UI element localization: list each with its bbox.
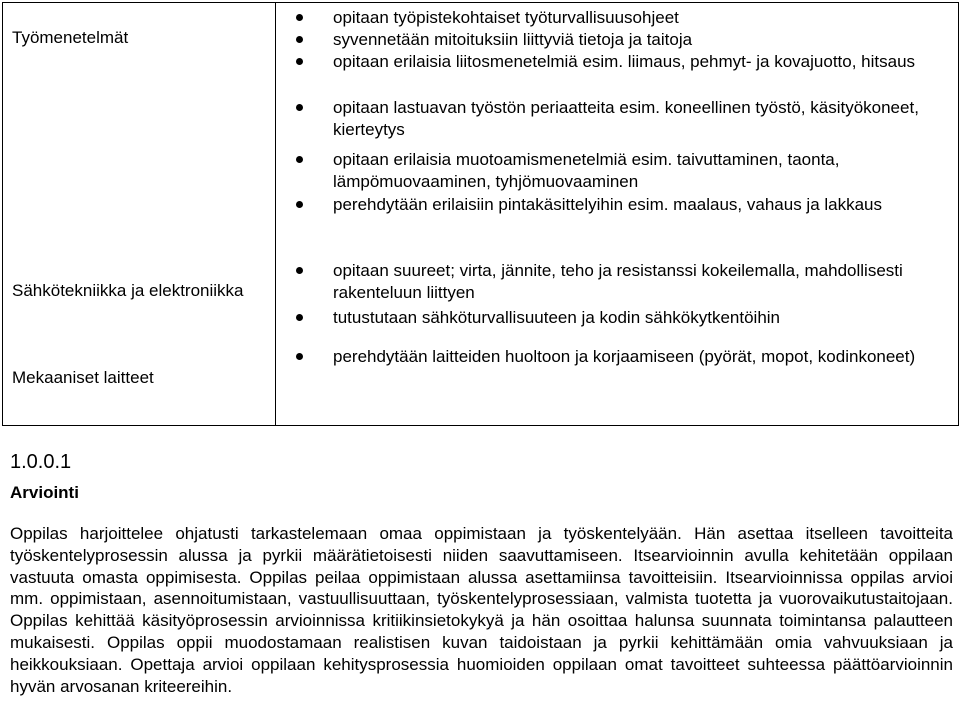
assessment-paragraph: Oppilas harjoittelee ohjatusti tarkastelemaan omaa oppimistaan ja työskentelyään. Hän asettaa itselleen tavoitteita työskentelyprosessin alussa ja pyrkii määrätietoisesti niiden saavuttamiseen. Itsearvioinnin avulla kehitetään oppilaan vastuuta omasta oppimisesta. Oppilas peilaa oppimistaan alussa asettamiinsa tavoitteisiin. Itsearvioinnissa oppilas arvioi mm. oppimistaan, asennoitumistaan, vastuullisuuttaan, työskentelyprosessiaan, valmista tuotetta ja vuorovaikutustaitojaan. Oppilas kehittää käsityöprosessin arvioinnissa kritiikinsietokykyä ja hän osoittaa halunsa suunnata toimintansa palautteen mukaisesti. Oppilas oppii muodostamaan realistisen kuvan taidoistaan ja pyrkii kehittämään omia vahvuuksiaan ja heikkouksiaan. Opettaja arvioi oppilaan kehitysprosessia huomioiden oppilaan omat tavoitteet suhteessa päättöarvioinnin hyvän arvosanan kriteereihin. <box>10 524 953 696</box>
subject-label-mekaaniset: Mekaaniset laitteet <box>12 368 154 387</box>
list-item-text: opitaan lastuavan työstön periaatteita esim. koneellinen työstö, käsityökoneet, kierteytys <box>333 98 919 139</box>
bullet-icon <box>296 201 303 208</box>
bullet-icon <box>296 36 303 43</box>
subject-column <box>3 3 276 426</box>
list-item-text: opitaan erilaisia muotoamismenetelmiä esim. taivuttaminen, taonta, lämpömuovaaminen, tyhjömuovaaminen <box>333 150 840 191</box>
list-item-text: opitaan työpistekohtaiset työturvallisuusohjeet <box>333 8 679 27</box>
list-item-text: perehdytään erilaisiin pintakäsittelyihin esim. maalaus, vahaus ja lakkaus <box>333 195 883 214</box>
bullet-icon <box>296 104 303 111</box>
bullet-icon <box>296 353 303 360</box>
bullet-icon <box>296 14 303 21</box>
list-item-text: opitaan suureet; virta, jännite, teho ja resistanssi kokeilemalla, mahdollisesti rakenteluun liittyen <box>333 261 903 302</box>
subject-label-tyomenetelmat: Työmenetelmät <box>12 28 129 47</box>
list-item-text: syvennetään mitoituksiin liittyviä tietoja ja taitoja <box>333 30 693 49</box>
content-column <box>276 3 959 426</box>
bullet-icon <box>296 314 303 321</box>
list-item-text: perehdytään laitteiden huoltoon ja korjaamiseen (pyörät, mopot, kodinkoneet) <box>333 347 916 366</box>
section-heading: Arviointi <box>10 483 79 502</box>
curriculum-table <box>2 2 959 426</box>
section-number: 1.0.0.1 <box>10 451 72 473</box>
bullet-icon <box>296 156 303 163</box>
bullet-icon <box>296 58 303 65</box>
list-item-text: tutustutaan sähköturvallisuuteen ja kodin sähkökytkentöihin <box>333 308 781 327</box>
bullet-icon <box>296 267 303 274</box>
subject-label-sahkotekniikka: Sähkötekniikka ja elektroniikka <box>12 281 244 300</box>
list-item-text: opitaan erilaisia liitosmenetelmiä esim. liimaus, pehmyt- ja kovajuotto, hitsaus <box>333 52 916 71</box>
